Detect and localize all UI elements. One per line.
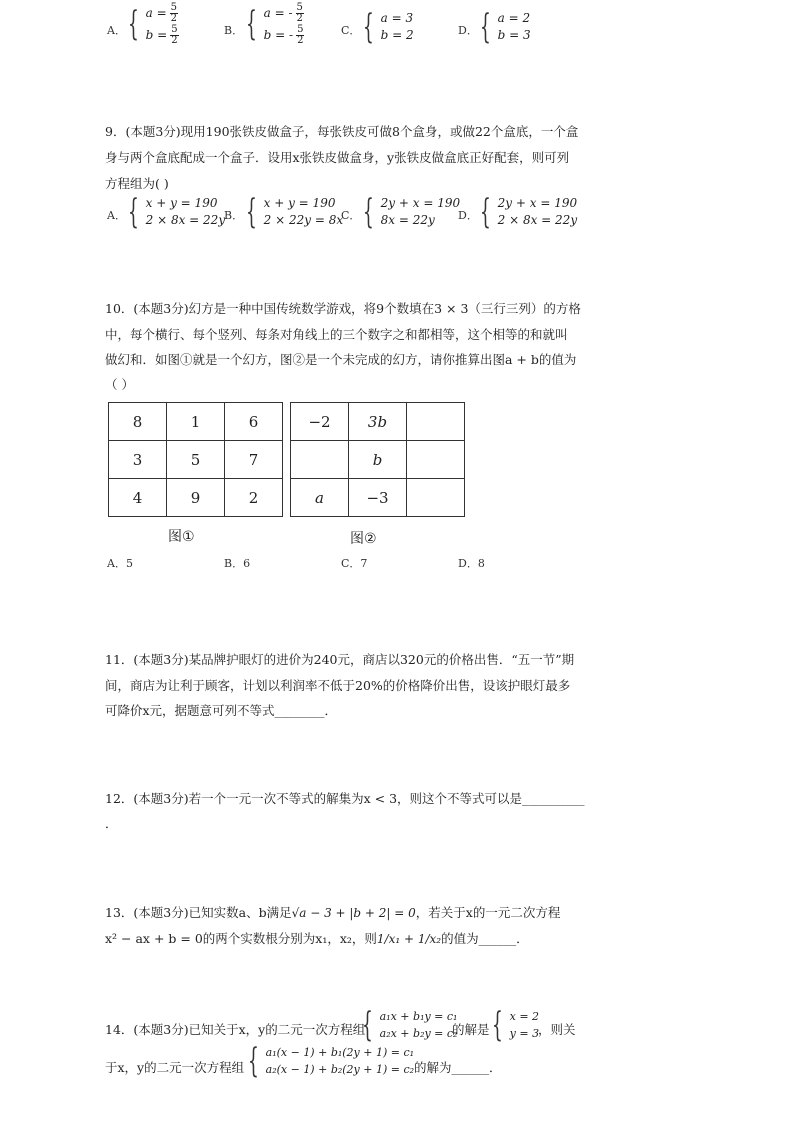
grid1-cell: 6 [225, 403, 283, 441]
q11-line-1: 11．(本题3分)某品牌护眼灯的进价为240元，商店以320元的价格出售．“五一节”期 [105, 652, 575, 667]
magic-square-figure-1 [108, 402, 283, 517]
q11-line-3: 可降价x元，据题意可列不等式________． [105, 703, 338, 718]
grid2-cell [407, 441, 465, 479]
q9-option-d-label: D． [458, 209, 478, 222]
q8-option-c-system: { a = 3 b = 2 [363, 7, 414, 47]
grid2-cell: b [349, 441, 407, 479]
q9-line-1: 9．(本题3分)现用190张铁皮做盒子，每张铁皮可做8个盒身，或做22个盒底，一个盒 [105, 124, 579, 139]
q13-expression: 1/x₁ + 1/x₂ [376, 932, 442, 946]
grid1-cell: 3 [109, 441, 167, 479]
grid1-cell: 1 [167, 403, 225, 441]
q13-text: ，若关于x的一元二次方程 [415, 905, 561, 920]
q8-option-d-label: D． [458, 24, 478, 37]
grid2-cell: −2 [291, 403, 349, 441]
q8-option-b-label: B． [224, 24, 244, 37]
q14-system-1: { a₁x + b₁y = c₁ a₂x + b₂y = c₂ [362, 1005, 458, 1045]
q8-option-c-label: C． [341, 24, 361, 37]
q12-line-1: 12．(本题3分)若一个一元一次不等式的解集为x < 3，则这个不等式可以是__________ [105, 791, 585, 806]
q9-option-b-label: B． [224, 209, 244, 222]
q9-option-d-system: { 2y + x = 190 2 × 8x = 22y [480, 192, 578, 232]
grid1-cell: 9 [167, 479, 225, 517]
magic-square-figure-2 [290, 402, 465, 517]
q9-option-a-system: { x + y = 190 2 × 8x = 22y [128, 192, 226, 232]
q10-option-c: C．7 [341, 557, 368, 570]
figure-2-caption: 图② [350, 531, 377, 547]
q14-line-1-end: ，则关 [538, 1022, 576, 1037]
q9-line-3: 方程组为( ) [105, 176, 169, 191]
q9-line-2: 身与两个盒底配成一个盒子．设用x张铁皮做盒身，y张铁皮做盒底正好配套，则可列 [105, 150, 570, 165]
grid1-cell: 2 [225, 479, 283, 517]
q14-system-2: { x = 2 y = 3 [492, 1005, 540, 1045]
grid2-cell: −3 [349, 479, 407, 517]
q14-system-3: { a₁(x − 1) + b₁(2y + 1) = c₁ a₂(x − 1) + b₂(2y + 1) = c₂ [248, 1041, 415, 1081]
grid2-cell [407, 479, 465, 517]
grid1-cell: 4 [109, 479, 167, 517]
q11-line-2: 间，商店为让利于顾客，计划以利润率不低于20%的价格降价出售，设该护眼灯最多 [105, 678, 571, 693]
q13-text: 的值为______． [441, 931, 529, 946]
q10-line-2: 中，每个横行、每个竖列、每条对角线上的三个数字之和都相等，这个相等的和就叫 [105, 327, 568, 342]
q14-line-1-mid: 的解是 [452, 1022, 490, 1037]
q14-line-1-text: 14．(本题3分)已知关于x，y的二元一次方程组 [105, 1022, 366, 1037]
grid1-cell: 7 [225, 441, 283, 479]
q10-line-4: （ ） [105, 377, 134, 392]
figure-1-caption: 图① [168, 529, 195, 545]
q8-option-a-system: { a = $\frac{5}{2}$ b = $\frac{5}{2}$ [128, 1, 178, 46]
q8-option-d-system: { a = 2 b = 3 [480, 7, 531, 47]
q14-line-2-text: 于x，y的二元一次方程组 [105, 1060, 245, 1075]
q8-option-b-system: { a = - $\frac{5}{2}$ b = - $\frac{5}{2}$ [246, 1, 304, 46]
grid2-cell: 3b [349, 403, 407, 441]
q13-line-2 [105, 931, 529, 947]
grid1-cell: 5 [167, 441, 225, 479]
q9-option-b-system: { x + y = 190 2 × 22y = 8x [246, 192, 344, 232]
q13-text: x² − ax + b = 0的两个实数根分别为x₁，x₂，则 [105, 931, 377, 946]
grid2-cell [407, 403, 465, 441]
grid2-cell [291, 441, 349, 479]
q13-line-1 [105, 905, 560, 921]
q13-condition: √a − 3 + |b + 2| = 0 [291, 906, 416, 920]
q10-line-1: 10．(本题3分)幻方是一种中国传统数学游戏，将9个数填在3 × 3（三行三列）的方格 [105, 301, 581, 316]
q14-line-2-end: 的解为______． [414, 1060, 502, 1075]
grid1-cell: 8 [109, 403, 167, 441]
q10-option-b: B．6 [224, 557, 251, 570]
q10-line-3: 做幻和．如图①就是一个幻方，图②是一个未完成的幻方，请你推算出图a + b的值为 [105, 352, 577, 367]
q10-option-d: D．8 [458, 557, 485, 570]
grid2-cell: a [291, 479, 349, 517]
q12-line-2: ． [105, 816, 118, 831]
q9-option-c-label: C． [341, 209, 361, 222]
q8-option-a-label: A． [107, 24, 126, 37]
q9-option-c-system: { 2y + x = 190 8x = 22y [363, 192, 461, 232]
q9-option-a-label: A． [107, 209, 126, 222]
q10-option-a: A．5 [107, 557, 133, 570]
q13-text: 13．(本题3分)已知实数a、b满足 [105, 905, 292, 920]
